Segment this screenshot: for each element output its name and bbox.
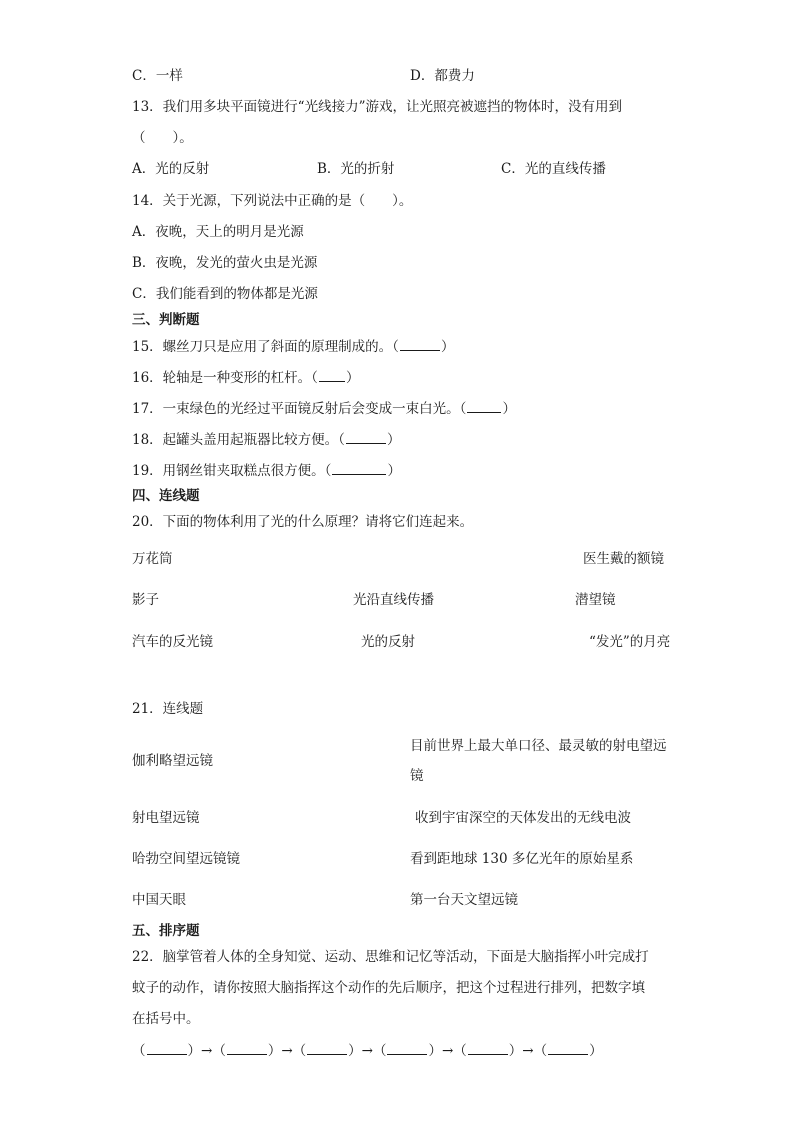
section4-title: 四、连线题 [132, 488, 200, 504]
q20-stem: 20．下面的物体利用了光的什么原理？请将它们连起来。 [132, 514, 474, 530]
q13-option-a: A．光的反射 [132, 161, 210, 177]
q15-close: ） [440, 339, 455, 355]
q19-text: 19．用钢丝钳夹取糕点很方便。（ [132, 463, 332, 479]
arrow-icon: → [522, 1043, 534, 1059]
q13-option-b: B．光的折射 [317, 161, 395, 177]
q20-right-item[interactable]: 医生戴的额镜 [583, 551, 664, 567]
q14-option-a: A．夜晚，天上的明月是光源 [132, 224, 304, 240]
q20-left-item[interactable]: 万花筒 [132, 551, 173, 567]
q15-text: 15．螺丝刀只是应用了斜面的原理制成的。（ [132, 339, 399, 355]
q21-left-item[interactable]: 射电望远镜 [132, 810, 200, 826]
paren-open: （ [533, 1043, 548, 1059]
paren-close: ） [428, 1043, 442, 1059]
q19-answer-blank[interactable] [332, 461, 386, 475]
arrow-icon: → [441, 1043, 454, 1059]
paren-open: （ [372, 1043, 387, 1059]
q19 [132, 461, 401, 480]
q14-option-b: B．夜晚，发光的萤火虫是光源 [132, 255, 318, 271]
q21-stem: 21．连线题 [132, 701, 204, 717]
q22-answer-blank-2[interactable] [227, 1041, 267, 1055]
q22-answer-blank-4[interactable] [387, 1041, 427, 1055]
q18-text: 18．起罐头盖用起瓶器比较方便。（ [132, 432, 345, 448]
q22-stem-line3: 在括号中。 [132, 1011, 200, 1027]
paren-open: （ [132, 1043, 146, 1059]
q22-answer-blank-5[interactable] [468, 1041, 508, 1055]
q22-stem-line1: 22．脑掌管着人体的全身知觉、运动、思维和记忆等活动，下面是大脑指挥小叶完成打 [132, 949, 649, 965]
q20-middle-item[interactable]: 光的反射 [361, 634, 415, 650]
paren-open: （ [212, 1043, 226, 1059]
paren-close: ） [187, 1043, 201, 1059]
q14-stem: 14．关于光源，下列说法中正确的是（ ）。 [132, 193, 413, 209]
q16-close: ） [345, 370, 360, 386]
section5-title: 五、排序题 [132, 923, 200, 939]
paren-close: ） [267, 1043, 282, 1059]
q20-left-item[interactable]: 汽车的反光镜 [132, 634, 213, 650]
q18 [132, 430, 400, 449]
q16-answer-blank[interactable] [319, 368, 345, 382]
paren-close: ） [348, 1043, 362, 1059]
q13-answer-paren: （ ）。 [132, 130, 193, 146]
q21-left-item[interactable]: 中国天眼 [132, 892, 186, 908]
q17-text: 17．一束绿色的光经过平面镜反射后会变成一束白光。（ [132, 401, 467, 417]
q15 [132, 337, 454, 356]
q21-right-item-line1[interactable]: 目前世界上最大单口径、最灵敏的射电望远 [410, 738, 667, 754]
q16 [132, 368, 359, 387]
q22-answer-blank-1[interactable] [147, 1041, 187, 1055]
q14-option-c: C．我们能看到的物体都是光源 [132, 286, 318, 302]
q20-middle-item[interactable]: 光沿直线传播 [353, 592, 434, 608]
q13-stem: 13．我们用多块平面镜进行“光线接力”游戏，让光照亮被遮挡的物体时，没有用到 [132, 99, 622, 115]
paren-close: ） [589, 1043, 603, 1059]
arrow-icon: → [281, 1043, 293, 1059]
q21-right-item-line2[interactable]: 镜 [410, 768, 424, 784]
q22-stem-line2: 蚊子的动作，请你按照大脑指挥这个动作的先后顺序，把这个过程进行排列，把数字填 [132, 980, 645, 996]
q12-option-c: C．一样 [132, 68, 183, 84]
q18-answer-blank[interactable] [346, 430, 386, 444]
q20-right-item[interactable]: “发光”的月亮 [589, 634, 671, 650]
q21-right-item[interactable]: 第一台天文望远镜 [410, 892, 518, 908]
q21-left-item[interactable]: 伽利略望远镜 [132, 753, 213, 769]
q17 [132, 399, 516, 418]
q18-close: ） [386, 432, 401, 448]
q19-close: ） [387, 463, 401, 479]
section3-title: 三、判断题 [132, 312, 200, 328]
q13-option-c: C．光的直线传播 [501, 161, 606, 177]
q21-right-item[interactable]: 看到距地球 130 多亿光年的原始星系 [410, 851, 634, 867]
q16-text: 16．轮轴是一种变形的杠杆。（ [132, 370, 318, 386]
paren-open: （ [292, 1043, 307, 1059]
paren-close: ） [508, 1043, 523, 1059]
q22-answer-row [132, 1041, 603, 1060]
q20-right-item[interactable]: 潜望镜 [575, 592, 616, 608]
q17-close: ） [502, 401, 516, 417]
q20-left-item[interactable]: 影子 [132, 592, 159, 608]
arrow-icon: → [201, 1043, 213, 1059]
q22-answer-blank-6[interactable] [548, 1041, 588, 1055]
q12-option-d: D．都费力 [410, 68, 475, 84]
q17-answer-blank[interactable] [467, 399, 501, 413]
paren-open: （ [453, 1043, 467, 1059]
q15-answer-blank[interactable] [400, 337, 440, 351]
q21-right-item[interactable]: 收到宇宙深空的天体发出的无线电波 [415, 810, 631, 826]
q21-left-item[interactable]: 哈勃空间望远镜镜 [132, 851, 240, 867]
q22-answer-blank-3[interactable] [307, 1041, 347, 1055]
arrow-icon: → [361, 1043, 373, 1059]
